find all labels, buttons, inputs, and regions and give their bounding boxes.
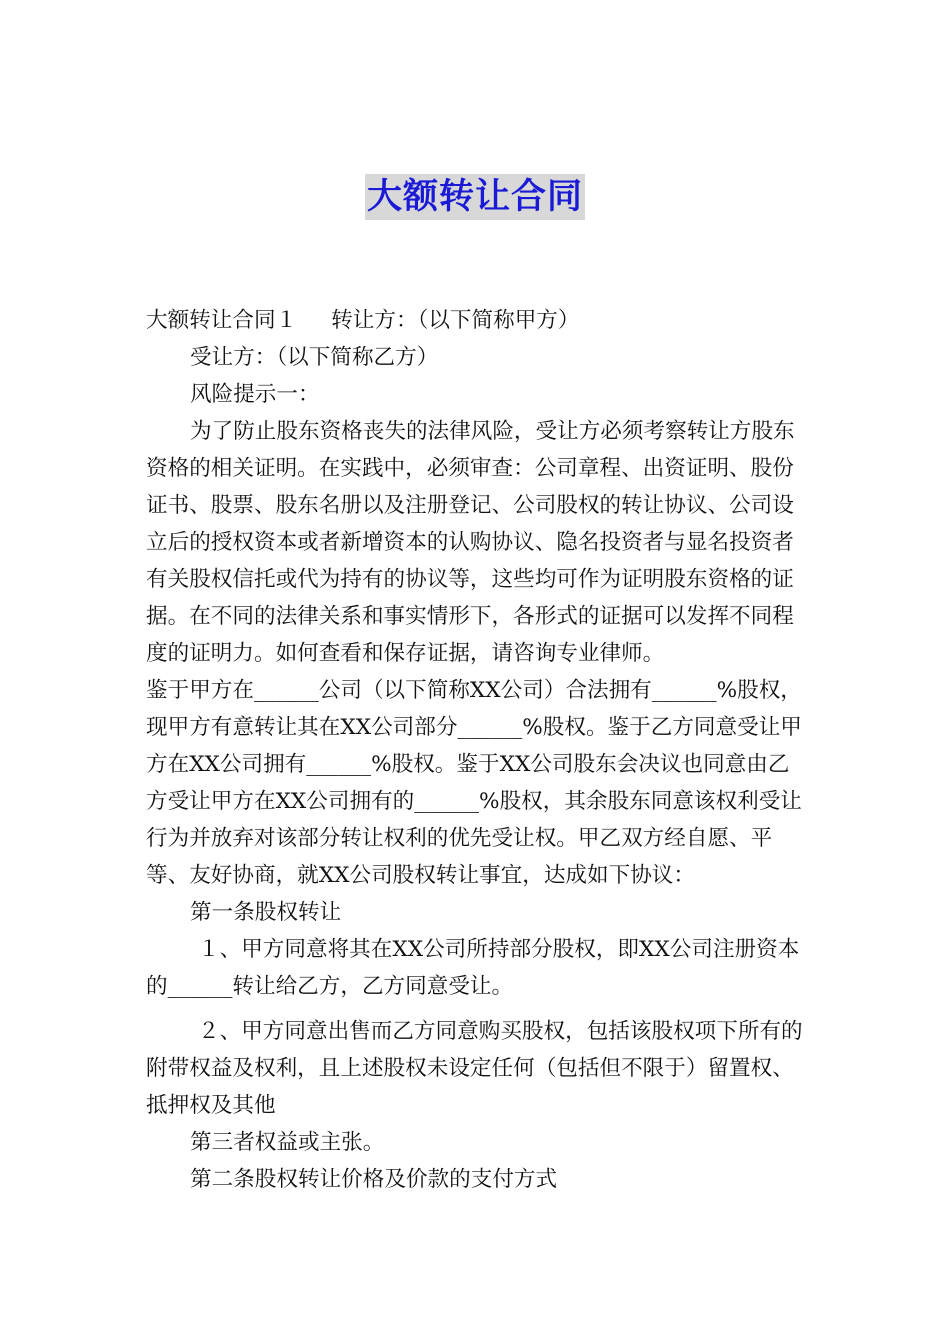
contract-number: 大额转让合同１ xyxy=(146,308,298,333)
article-1-heading: 第一条股权转让 xyxy=(190,900,342,925)
transferor-label: 转让方：（以下简称甲方） xyxy=(331,308,580,333)
paragraph-risk-heading: 风险提示一： xyxy=(190,382,320,407)
article-2-heading: 第二条股权转让价格及价款的支付方式 xyxy=(190,1167,558,1192)
header-line xyxy=(146,302,806,339)
document-body xyxy=(146,302,806,1198)
paragraph-risk-body: 为了防止股东资格丧失的法律风险，受让方必须考察转让方股东资格的相关证明。在实践中，必须审查：公司章程、出资证明、股份证书、股票、股东名册以及注册登记、公司股权的转让协议、公司设立后的授权资本或者新增资本的认购协议、隐名投资者与显名投资者有关股权信托或代为持有的协议等，这些均可作为证明股东资格的证据。在不同的法律关系和事实情形下，各形式的证据可以发挥不同程度的证明力。如何查看和保存证据，请咨询专业律师。 xyxy=(146,419,795,666)
document-title: 大额转让合同 xyxy=(365,174,585,220)
article-1-clause-1: １、甲方同意将其在XX公司所持部分股权，即XX公司注册资本的______转让给乙方，乙方同意受让。 xyxy=(146,937,800,999)
paragraph-whereas: 鉴于甲方在______公司（以下简称XX公司）合法拥有______%股权，现甲方有意转让其在XX公司部分______%股权。鉴于乙方同意受让甲方在XX公司拥有______%股权。鉴于XX公司股东会决议也同意由乙方受让甲方在XX公司拥有的______%股权，其余股东同意该权利受让行为并放弃对该部分转让权利的优先受让权。甲乙双方经自愿、平等、友好协商，就XX公司股权转让事宜，达成如下协议： xyxy=(146,678,802,888)
article-1-clause-2-continued: 第三者权益或主张。 xyxy=(190,1130,385,1155)
paragraph-transferee: 受让方：（以下简称乙方） xyxy=(190,345,439,370)
article-1-clause-2: ２、甲方同意出售而乙方同意购买股权，包括该股权项下所有的附带权益及权利，且上述股权未设定任何（包括但不限于）留置权、抵押权及其他 xyxy=(146,1019,803,1118)
title-container xyxy=(0,174,950,220)
